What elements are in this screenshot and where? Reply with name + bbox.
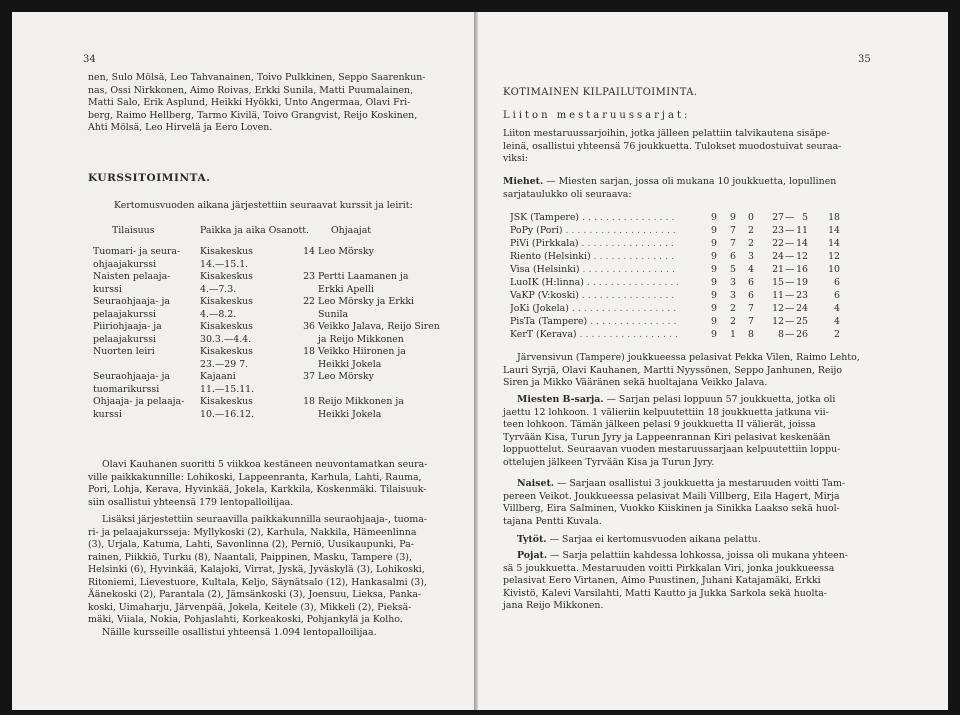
- table-row: PiVi (Pirkkala) . . . 9 7 2 22 — 14 14: [510, 238, 940, 251]
- participants-cell: 37: [303, 371, 315, 382]
- text-line: Kivistö, Kalevi Varsilahti, Matti Kautto ja Jukka Sarkola sekä huolta-: [503, 587, 827, 599]
- right-page: [478, 12, 948, 710]
- played: 9: [711, 290, 717, 301]
- lost: 2: [748, 238, 754, 249]
- text-line: teen lohkoon. Tämän jälkeen pelasi 9 joukkuetta II välierät, joissa: [503, 419, 816, 430]
- instructors-cell: Veikko Hiironen ja Heikki Jokela: [318, 346, 406, 370]
- text-line: rainen, Piikkiö, Turku (8), Naantali, Paippinen, Masku, Tampere (3),: [88, 551, 412, 563]
- text-line: Pori, Lohja, Kerava, Hyvinkää, Jokela, Karkkila, Koskenmäki. Tilaisuuk-: [88, 484, 427, 495]
- table-row: JoKi (Jokela) . . . 9 2 7 12 — 24 4: [510, 303, 940, 316]
- place-cell: Kisakeskus 14.—15.1.: [200, 246, 253, 270]
- boys-paragraph: [503, 550, 848, 613]
- played: 9: [711, 303, 717, 314]
- text-line: nas, Ossi Nirkkonen, Aimo Roivas, Erkki Sunila, Matti Puumalainen,: [88, 84, 414, 96]
- sets-against: 11: [796, 225, 808, 236]
- text-line: leinä, osallistui yhteensä 76 joukkuetta. Tulokset muodostuivat seuraa-: [503, 140, 842, 152]
- sets-for: 11: [772, 290, 784, 301]
- text-line: Äänekoski (2), Parantala (2), Jämsänkoski (3), Joensuu, Lieksa, Panka-: [88, 589, 422, 600]
- won: 7: [730, 225, 736, 236]
- courses-locations-paragraph: [88, 514, 427, 639]
- event-cell: Ohjaaja- ja pelaaja- kurssi: [93, 396, 185, 420]
- text-line: ri- ja pelaajakursseja: Myllykoski (2), Karhula, Nakkila, Hämeenlinna: [88, 526, 417, 538]
- sets-for: 15: [772, 277, 784, 288]
- text-line: Helsinki (6), Hyvinkää, Kalajoki, Virrat, Jyskä, Jyväskylä (3), Lohikoski,: [88, 564, 425, 575]
- text-line: berg, Raimo Hellberg, Tarmo Kivilä, Toivo Grangvist, Reijo Koskinen,: [88, 109, 418, 121]
- instructors-cell: Leo Mörsky: [318, 371, 374, 382]
- lost: 7: [748, 303, 754, 314]
- participants-cell: 23: [303, 271, 315, 282]
- women-paragraph: [503, 478, 845, 528]
- text-line: — Sarja pelattiin kahdessa lohkossa, joissa oli mukana yhteen-: [550, 550, 848, 561]
- team-name: LuoIK (H:linna) . . .: [510, 277, 678, 288]
- instructors-cell: Leo Mörsky: [318, 246, 374, 257]
- text-line: pereen Veikot. Joukkueessa pelasivat Maili Villberg, Eila Hagert, Mirja: [503, 490, 840, 502]
- category-label: Miesten B-sarja.: [517, 394, 604, 405]
- text-line: siin osallistui yhteensä 179 lentopalloilijaa.: [88, 496, 294, 508]
- sets-against: 26: [796, 329, 808, 340]
- sets-against: 23: [796, 290, 808, 301]
- section-heading: KURSSITOIMINTA.: [88, 172, 211, 184]
- text-line: jaettu 12 lohkoon. 1 välieriin kelpuutettiin 18 joukkuetta jatkuna vii-: [503, 406, 829, 418]
- participants-cell: 22: [303, 296, 315, 307]
- lost: 2: [748, 225, 754, 236]
- place-cell: Kisakeskus 4.—7.3.: [200, 271, 253, 295]
- won: 2: [730, 303, 736, 314]
- table-row: VaKP (V:koski) . . . 9 3 6 11 — 23 6: [510, 290, 940, 303]
- event-cell: Seuraohjaaja- ja tuomarikurssi: [93, 371, 170, 395]
- text-line: Ahti Mölsä, Leo Hirvelä ja Eero Loven.: [88, 122, 273, 133]
- table-header-instructors: Ohjaajat: [331, 225, 372, 236]
- lost: 8: [748, 329, 754, 340]
- event-cell: Seuraohjaaja- ja pelaajakurssi: [93, 296, 170, 320]
- text-line: Lauri Syrjä, Olavi Kauhanen, Martti Nyyssönen, Seppo Janhunen, Reijo: [503, 364, 842, 376]
- team-name: Visa (Helsinki) . . .: [510, 264, 678, 275]
- table-row: Visa (Helsinki) . . . 9 5 4 21 — 16 10: [510, 264, 940, 277]
- table-header-event: Tilaisuus: [112, 225, 155, 236]
- team-name: Riento (Helsinki) . . .: [510, 251, 678, 262]
- sets-for: 24: [772, 251, 784, 262]
- sets-against: 14: [796, 238, 808, 249]
- text-line: Matti Salo, Erik Asplund, Heikki Hyökki, Unto Angermaa, Olavi Fri-: [88, 97, 411, 108]
- championship-intro: [503, 128, 841, 166]
- won: 7: [730, 238, 736, 249]
- sets-against: 25: [796, 316, 808, 327]
- girls-paragraph: [503, 534, 761, 547]
- won: 3: [730, 277, 736, 288]
- text-line: Järvensivun (Tampere) joukkueessa pelasivat Pekka Vilen, Raimo Lehto,: [517, 352, 860, 363]
- text-line: Ritoniemi, Lievestuore, Kultala, Keljo, Säynätsalo (12), Hankasalmi (3),: [88, 576, 427, 588]
- participants-cell: 36: [303, 321, 315, 332]
- men-b-paragraph: [503, 394, 840, 469]
- category-label: Tytöt.: [517, 534, 547, 545]
- won: 1: [730, 329, 736, 340]
- text-line: Tyrvään Kisa, Turun Jyry ja Lappeenrannan Kiri pelasivat keskenään: [503, 431, 831, 443]
- played: 9: [711, 238, 717, 249]
- sets-against: 19: [796, 277, 808, 288]
- place-cell: Kisakeskus 10.—16.12.: [200, 396, 255, 420]
- sets-against: 24: [796, 303, 808, 314]
- text-line: mäki, Viiala, Nokia, Pohjaslahti, Korkeakoski, Pohjankylä ja Kolho.: [88, 614, 403, 625]
- text-line: tajana Pentti Kuvala.: [503, 515, 602, 527]
- men-paragraph: [503, 176, 836, 201]
- place-cell: Kajaani 11.—15.11.: [200, 371, 255, 395]
- participants-cell: 14: [303, 246, 315, 257]
- champion-roster-paragraph: [503, 352, 860, 390]
- sets-for: 21: [772, 264, 784, 275]
- points: 6: [834, 277, 840, 288]
- event-cell: Nuorten leiri: [93, 346, 155, 357]
- played: 9: [711, 316, 717, 327]
- sets-against: 12: [796, 251, 808, 262]
- team-name: VaKP (V:koski) . . .: [510, 290, 678, 301]
- played: 9: [711, 329, 717, 340]
- points: 18: [828, 212, 840, 223]
- won: 6: [730, 251, 736, 262]
- table-row: PoPy (Pori) . . . 9 7 2 23 — 11 14: [510, 225, 940, 238]
- text-line: sarjataulukko oli seuraava:: [503, 188, 632, 200]
- lost: 4: [748, 264, 754, 275]
- section-heading: KOTIMAINEN KILPAILUTOIMINTA.: [503, 87, 698, 98]
- place-cell: Kisakeskus 4.—8.2.: [200, 296, 253, 320]
- text-line: ottelujen jälkeen Tyrvään Kisa ja Turun Jyry.: [503, 456, 715, 468]
- lost: 7: [748, 316, 754, 327]
- lost: 3: [748, 251, 754, 262]
- text-line: Siren ja Mikko Vääränen sekä huoltajana Veikko Jalava.: [503, 377, 768, 388]
- text-line: (3), Urjala, Katuma, Lahti, Savonlinna (2), Perniö, Uusikaupunki, Pa-: [88, 539, 414, 550]
- played: 9: [711, 277, 717, 288]
- table-row: LuoIK (H:linna) . . . 9 3 6 15 — 19 6: [510, 277, 940, 290]
- text-line: jana Reijo Mikkonen.: [503, 600, 604, 611]
- points: 4: [834, 316, 840, 327]
- team-name: PisTa (Tampere) . . .: [510, 316, 678, 327]
- won: 5: [730, 264, 736, 275]
- sets-for: 27: [772, 212, 784, 223]
- team-name: JoKi (Jokela) . . .: [510, 303, 678, 314]
- table-row: PisTa (Tampere) . . . 9 2 7 12 — 25 4: [510, 316, 940, 329]
- text-line: nen, Sulo Mölsä, Leo Tahvanainen, Toivo Pulkkinen, Seppo Saarenkun-: [88, 72, 426, 83]
- team-name: JSK (Tampere) . . .: [510, 212, 678, 223]
- text-line: viksi:: [503, 153, 528, 164]
- instructors-cell: Veikko Jalava, Reijo Siren ja Reijo Mikkonen: [318, 321, 440, 345]
- text-line: Liiton mestaruussarjoihin, jotka jälleen pelattiin talvikautena sisäpe-: [503, 128, 830, 139]
- table-header-place: Paikka ja aika Osanott.: [200, 225, 310, 236]
- text-line: sä 5 joukkuetta. Mestaruuden voitti Pirkkalan Viri, jonka joukkueessa: [503, 562, 835, 574]
- lost: 0: [748, 212, 754, 223]
- sets-for: 8: [778, 329, 784, 340]
- courses-intro: Kertomusvuoden aikana järjestettiin seuraavat kurssit ja leirit:: [114, 200, 413, 211]
- category-label: Pojat.: [517, 550, 548, 561]
- page-number: 35: [858, 54, 871, 65]
- event-cell: Naisten pelaaja- kurssi: [93, 271, 171, 295]
- points: 14: [828, 225, 840, 236]
- sets-for: 12: [772, 303, 784, 314]
- text-line: Villberg, Eira Salminen, Vuokko Kiiskinen ja Sinikka Laakso sekä huol-: [503, 503, 840, 514]
- text-line: — Sarjaa ei kertomusvuoden aikana pelattu.: [549, 534, 761, 545]
- team-name: PoPy (Pori) . . .: [510, 225, 678, 236]
- event-cell: Piiriohjaaja- ja pelaajakurssi: [93, 321, 162, 345]
- points: 12: [828, 251, 840, 262]
- outreach-paragraph: [88, 459, 427, 509]
- points: 14: [828, 238, 840, 249]
- played: 9: [711, 264, 717, 275]
- instructors-cell: Leo Mörsky ja Erkki Sunila: [318, 296, 415, 320]
- place-cell: Kisakeskus 23.—29 7.: [200, 346, 253, 370]
- text-line: koski, Uimaharju, Järvenpää, Jokela, Keitele (3), Mikkeli (2), Pieksä-: [88, 601, 412, 613]
- text-line: — Sarjan pelasi loppuun 57 joukkuetta, jotka oli: [606, 394, 836, 405]
- table-row: Riento (Helsinki) . . . 9 6 3 24 — 12 12: [510, 251, 940, 264]
- text-line: ville paikkakunnille: Lohikoski, Lappeenranta, Karhula, Lahti, Rauma,: [88, 471, 422, 483]
- text-line: Lisäksi järjestettiin seuraavilla paikkakunnilla seuraohjaaja-, tuoma-: [102, 514, 427, 525]
- sets-for: 22: [772, 238, 784, 249]
- played: 9: [711, 225, 717, 236]
- text-line: Olavi Kauhanen suoritti 5 viikkoa kestäneen neuvontamatkan seura-: [102, 459, 428, 470]
- intro-paragraph: [88, 72, 473, 135]
- points: 2: [834, 329, 840, 340]
- lost: 6: [748, 277, 754, 288]
- page-number: 34: [83, 54, 96, 65]
- participants-cell: 18: [303, 346, 315, 357]
- table-row: KerT (Kerava) . . . 9 1 8 8 — 26 2: [510, 329, 940, 342]
- points: 10: [828, 264, 840, 275]
- left-page: [12, 12, 474, 710]
- points: 6: [834, 290, 840, 301]
- text-line: Näille kursseille osallistui yhteensä 1.094 lentopalloilijaa.: [102, 626, 377, 638]
- sets-for: 12: [772, 316, 784, 327]
- played: 9: [711, 212, 717, 223]
- text-line: loppuottelut. Seuraavan vuoden mestaruussarjaan kelpuutettiin loppu-: [503, 444, 841, 455]
- table-row: JSK (Tampere) . . . 9 9 0 27 — 5 18: [510, 212, 940, 225]
- text-line: pelasivat Eero Virtanen, Aimo Puustinen, Juhani Katajamäki, Erkki: [503, 575, 821, 586]
- sets-for: 23: [772, 225, 784, 236]
- team-name: PiVi (Pirkkala) . . .: [510, 238, 678, 249]
- played: 9: [711, 251, 717, 262]
- won: 3: [730, 290, 736, 301]
- category-label: Miehet.: [503, 176, 544, 187]
- subsection-title: Liiton mestaruussarjat:: [503, 110, 691, 121]
- text-line: — Sarjaan osallistui 3 joukkuetta ja mestaruuden voitti Tam-: [557, 478, 846, 489]
- lost: 6: [748, 290, 754, 301]
- sets-against: 5: [802, 212, 808, 223]
- won: 2: [730, 316, 736, 327]
- place-cell: Kisakeskus 30.3.—4.4.: [200, 321, 253, 345]
- team-name: KerT (Kerava) . . .: [510, 329, 678, 340]
- sets-against: 16: [796, 264, 808, 275]
- participants-cell: 18: [303, 396, 315, 407]
- instructors-cell: Pertti Laamanen ja Erkki Apelli: [318, 271, 409, 295]
- won: 9: [730, 212, 736, 223]
- text-line: — Miesten sarjan, jossa oli mukana 10 joukkuetta, lopullinen: [546, 176, 837, 187]
- instructors-cell: Reijo Mikkonen ja Heikki Jokela: [318, 396, 404, 420]
- points: 4: [834, 303, 840, 314]
- category-label: Naiset.: [517, 478, 555, 489]
- event-cell: Tuomari- ja seura- ohjaajakurssi: [93, 246, 181, 270]
